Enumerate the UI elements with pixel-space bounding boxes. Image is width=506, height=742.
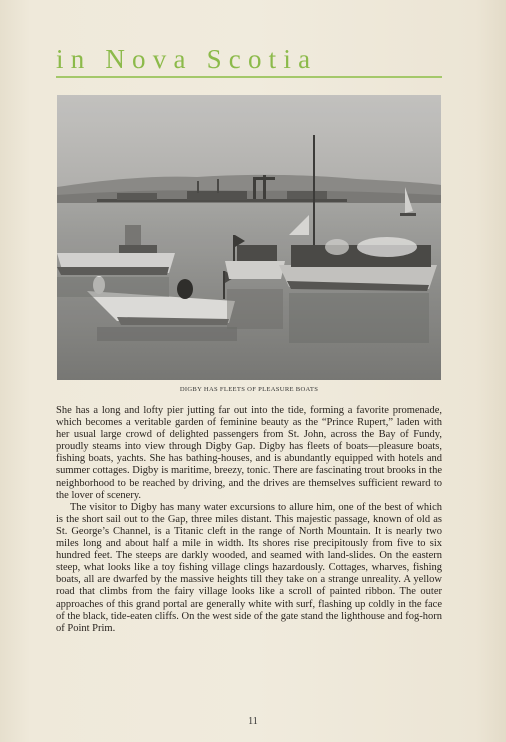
harbor-photograph xyxy=(57,95,441,380)
paragraph: She has a long and lofty pier jutting far out into the tide, forming a favorite promenade, which becomes a veritable garden of feminine beauty as the “Prince Rupert,” laden with her usual large crowd of delighted passengers from St. John, across the Bay of Fundy, proudly steams into view through Digby Gap. Digby has fleets of boats—pleasure boats, fishing boats, yachts. She has bathing-houses, and is abundantly equipped with hotels and summer cottages. Digby is maritime, breezy, tonic. There are fascinating trout brooks in the neighborhood to be reached by driving, and the drives are themselves sufficient reward to the lover of scenery. xyxy=(56,405,442,501)
harbor-photo-illustration xyxy=(57,95,441,380)
header-rule xyxy=(56,76,442,78)
paragraph: The visitor to Digby has many water excursions to allure him, one of the best of which is the short sail out to the Gap, three miles distant. This majestic passage, known of old as St. George’s Channel, is a Titanic cleft in the range of North Mountain. It is nearly two miles long and about half a mile in width. Its shores rise precipitously from five to six hundred feet. The steeps are darkly wooded, and seamed with land-slides. On the eastern steep, what looks like a toy fishing village clings hazardously. Cottages, wharves, fishing boats, all are dwarfed by the massive heights till they take on a strange unreality. A yellow road that climbs from the fairy village looks like a scroll of painted ribbon. The outer approaches of this grand portal are generally white with surf, flashing up coldly in the face of the black, tide-eaten cliffs. On the west side of the gate stand the lighthouse and fog-horn of Point Prim. xyxy=(56,501,442,634)
photo-caption: DIGBY HAS FLEETS OF PLEASURE BOATS xyxy=(179,386,319,393)
body-text xyxy=(56,405,442,635)
running-header: in Nova Scotia xyxy=(56,44,318,74)
page-number: 11 xyxy=(248,716,258,727)
